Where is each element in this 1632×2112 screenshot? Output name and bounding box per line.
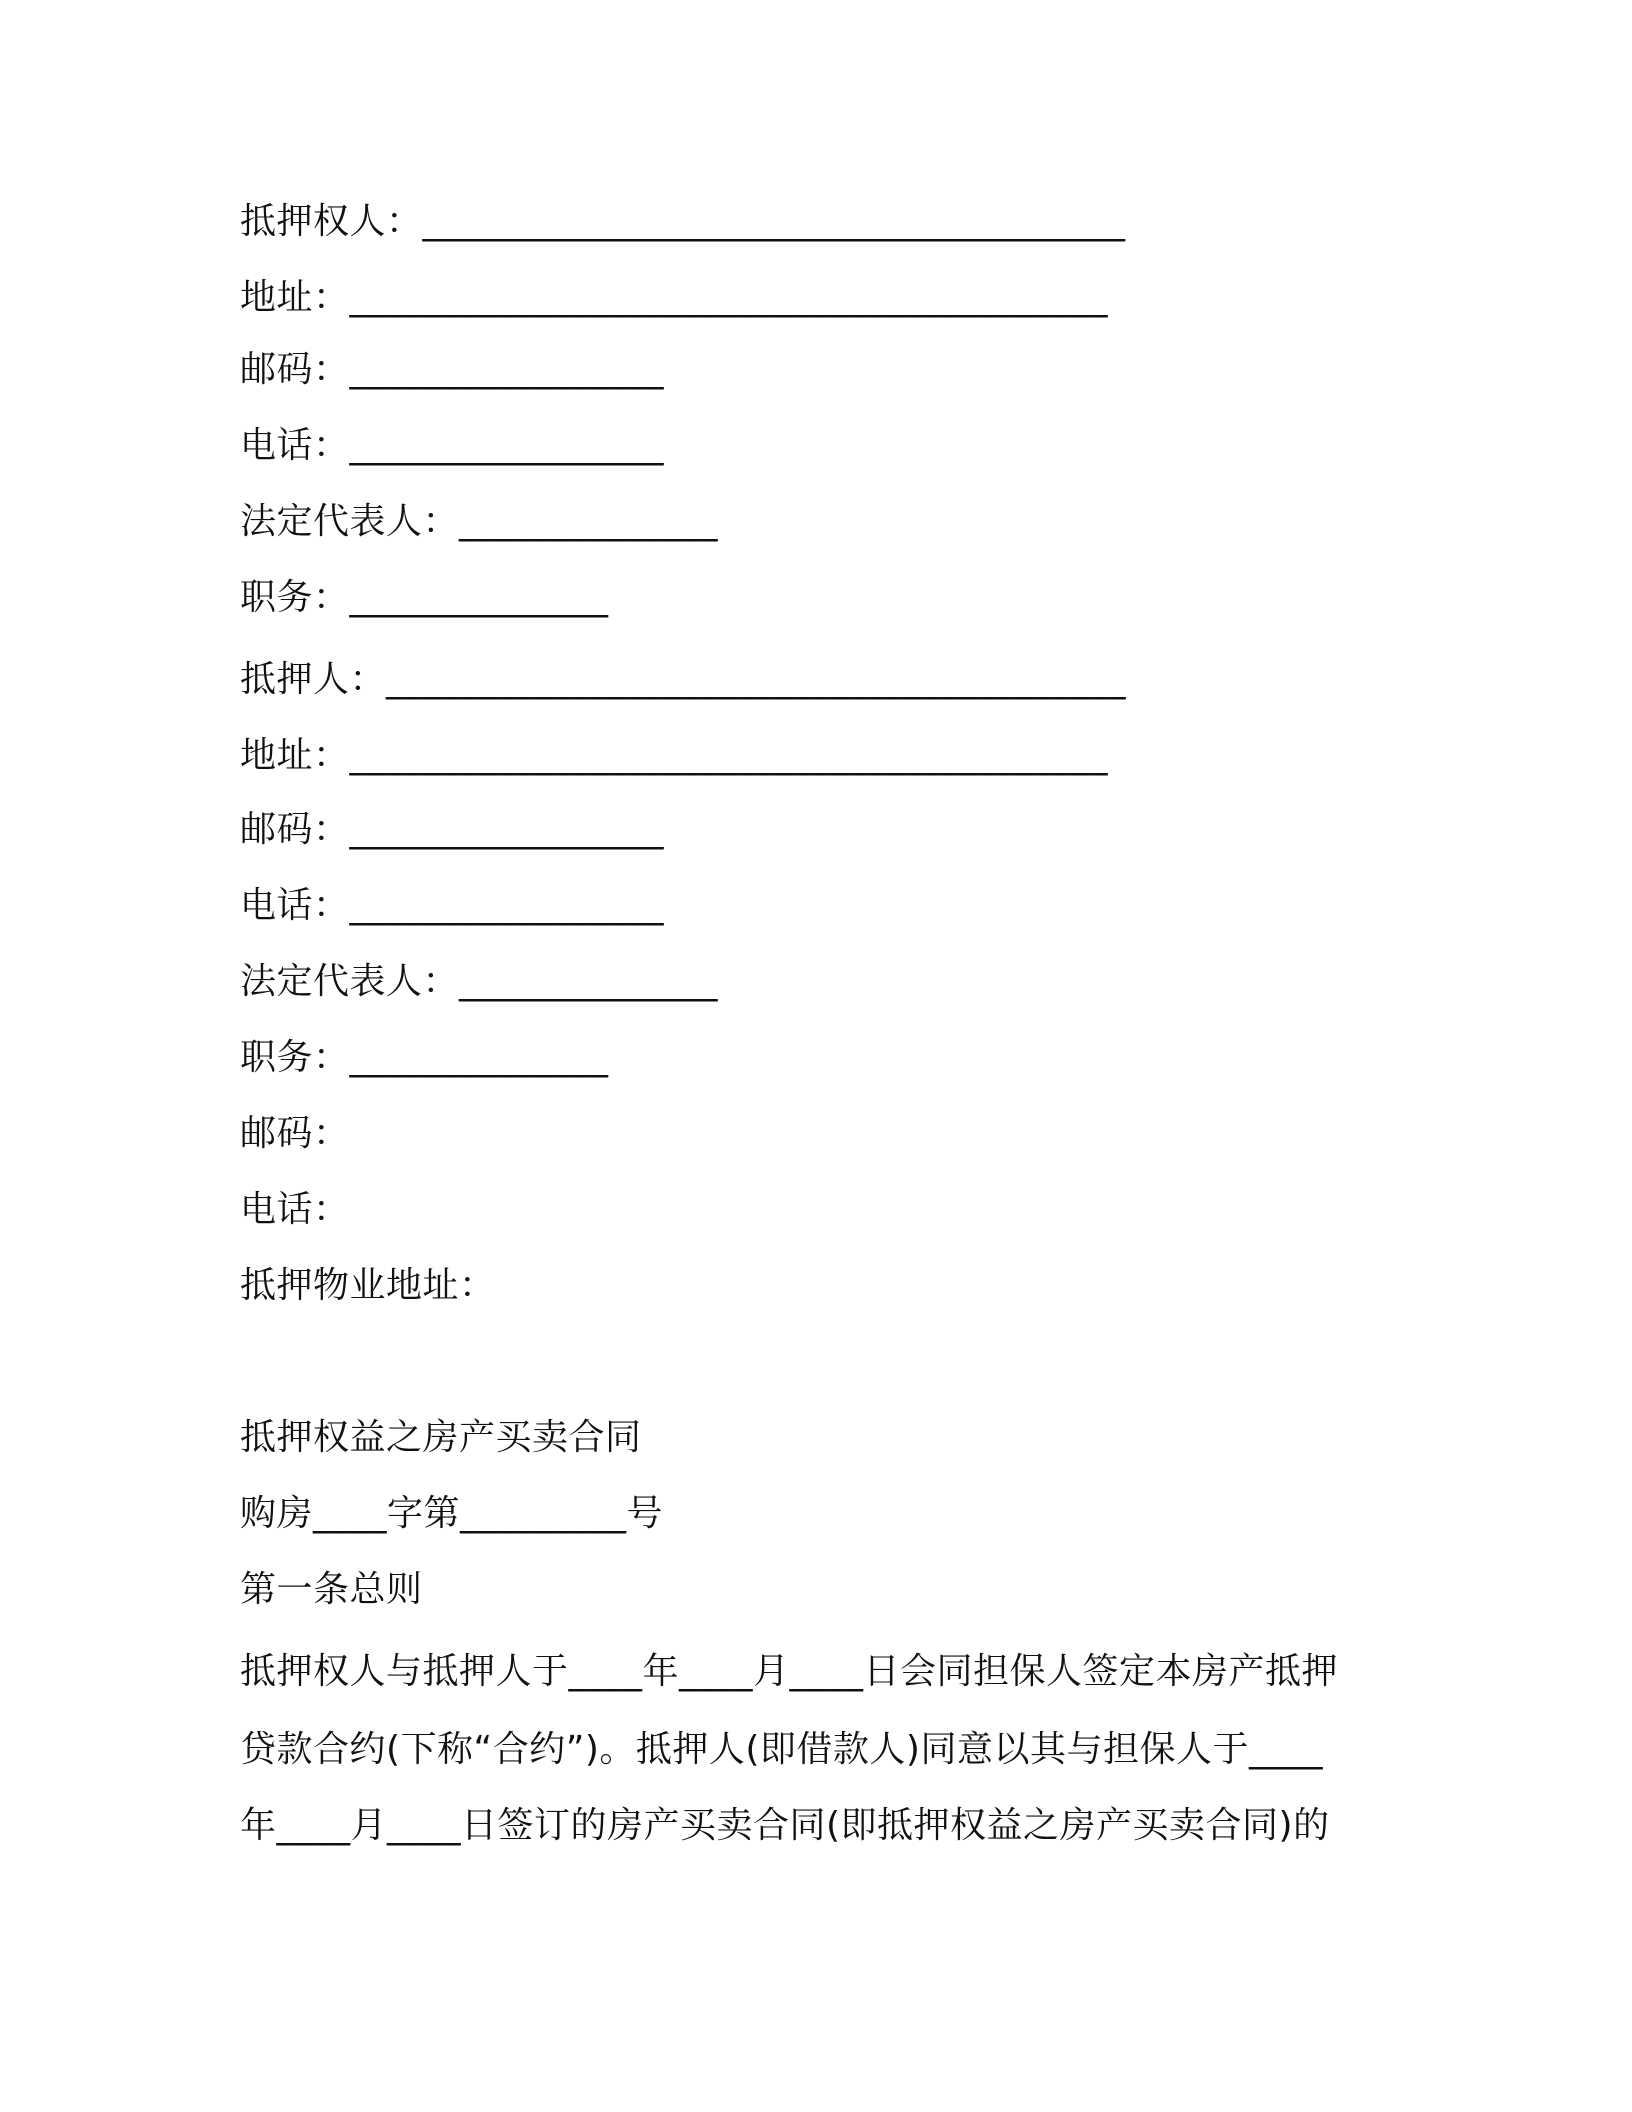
field-blank: ______________ (349, 577, 609, 618)
field-label: 职务： (240, 1037, 350, 1078)
field-label: 地址： (240, 735, 350, 776)
contract-title: 抵押权益之房产买卖合同 (240, 1417, 642, 1458)
field-label: 电话： (240, 1189, 350, 1230)
mortgagor-field (240, 656, 1126, 704)
postcode-field (240, 1110, 350, 1158)
paragraph-line: 年____月____日签订的房产买卖合同(即抵押权益之房产买卖合同)的 (240, 1805, 1330, 1846)
field-blank: ______________ (459, 961, 719, 1002)
field-blank: _________________ (349, 349, 665, 390)
mortgagor-phone-field (240, 882, 664, 930)
mortgagee-position-field (240, 574, 609, 622)
field-blank: ______________ (349, 1037, 609, 1078)
field-label: 抵押物业地址： (240, 1265, 496, 1306)
mortgagor-legal-rep-field (240, 958, 718, 1006)
field-blank: _________________________________________ (349, 735, 1109, 776)
field-blank: ________________________________________ (386, 659, 1127, 700)
mortgagor-position-field (240, 1034, 609, 1082)
field-label: 职务： (240, 577, 350, 618)
field-label: 邮码： (240, 809, 350, 850)
property-address-field (240, 1262, 496, 1310)
field-blank: _________________________________________ (349, 277, 1109, 318)
paragraph-line: 抵押权人与抵押人于____年____月____日会同担保人签定本房产抵押 (240, 1651, 1339, 1692)
phone-field (240, 1186, 350, 1234)
contract-number: 购房____字第_________号 (240, 1493, 664, 1534)
field-label: 法定代表人： (240, 961, 460, 1002)
mortgagee-address-field (240, 274, 1108, 322)
field-blank: _________________ (349, 885, 665, 926)
field-label: 邮码： (240, 1113, 350, 1154)
field-label: 电话： (240, 885, 350, 926)
field-label: 抵押权人： (240, 201, 423, 242)
field-blank: _________________ (349, 809, 665, 850)
mortgagor-postcode-field (240, 806, 664, 854)
field-blank: ______________ (459, 501, 719, 542)
field-label: 地址： (240, 277, 350, 318)
field-label: 邮码： (240, 349, 350, 390)
mortgagor-address-field (240, 732, 1108, 780)
paragraph-line: 贷款合约(下称“合约”)。抵押人(即借款人)同意以其与担保人于____ (240, 1729, 1323, 1770)
field-label: 法定代表人： (240, 501, 460, 542)
field-blank: ______________________________________ (422, 201, 1126, 242)
field-label: 电话： (240, 425, 350, 466)
mortgagee-legal-rep-field (240, 498, 718, 546)
mortgagee-phone-field (240, 422, 664, 470)
mortgagee-field (240, 198, 1126, 246)
field-label: 抵押人： (240, 659, 387, 700)
article-heading: 第一条总则 (240, 1569, 423, 1610)
field-blank: _________________ (349, 425, 665, 466)
mortgagee-postcode-field (240, 346, 664, 394)
